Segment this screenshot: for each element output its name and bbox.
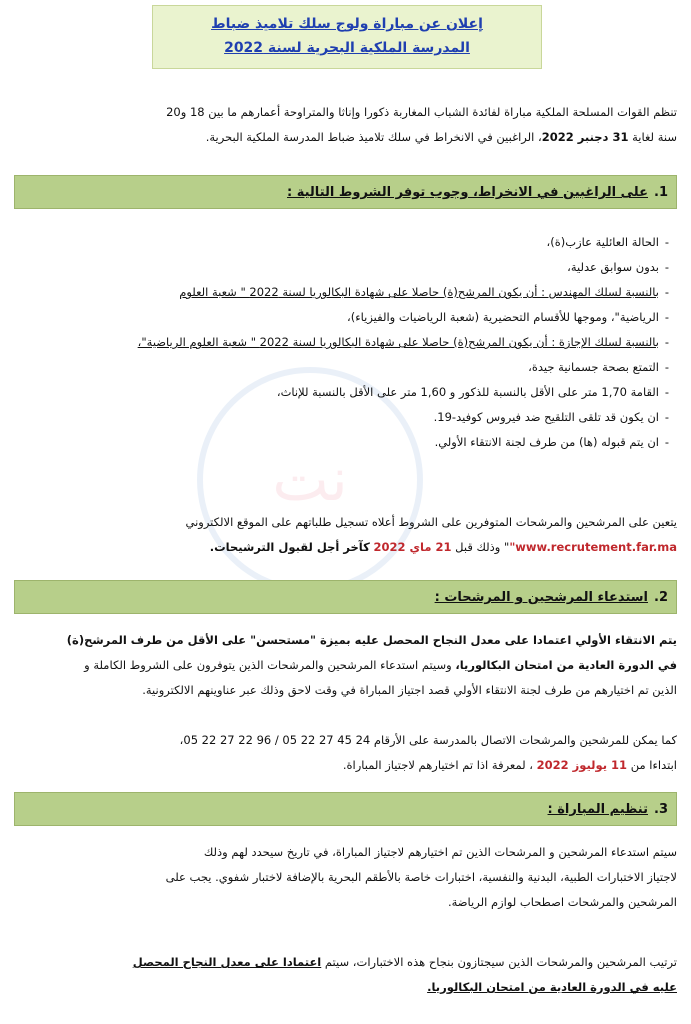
- title-box: [152, 5, 542, 69]
- s3-p1-line-3: المرشحين والمرشحات اصطحاب لوازم الرياضة.: [447, 895, 677, 909]
- title-line-1: إعلان عن مباراة ولوج سلك تلاميذ ضباط: [211, 16, 483, 32]
- section-1-closing: [14, 510, 677, 560]
- intro-deadline-date: 31 دجنبر 2022: [541, 130, 629, 144]
- section-2-number: 2.: [654, 590, 668, 605]
- list-item: - ان يكون قد تلقى التلقيح ضد فيروس كوفيد-19.: [14, 405, 669, 430]
- intro-line-2-post: ، الراغبين في الانخراط في سلك تلاميذ ضباط المدرسة الملكية البحرية.: [205, 130, 542, 144]
- list-item: - القامة 1,70 متر على الأقل بالنسبة للذكور و 1,60 متر على الأقل بالنسبة للإناث،: [14, 380, 669, 405]
- s2-p1-line-2-rest: وسيتم استدعاء المرشحين والمرشحات الذين يتوفرون على الشروط الكاملة و: [84, 658, 456, 672]
- closing-line-1: يتعين على المرشحين والمرشحات المتوفرين على الشروط أعلاه تسجيل طلباتهم على الموقع الالكتروني: [185, 515, 677, 529]
- license-track-line: بالنسبة لسلك الإجازة : أن يكون المرشح(ة) حاصلا على شهادة البكالوريا لسنة 2022 " شعبة العلوم الرياضية"،: [137, 335, 659, 349]
- section-1-heading: [14, 175, 677, 209]
- s3-p2-line-1: [14, 950, 677, 975]
- list-item: [14, 330, 669, 355]
- s2-p1-line-2: [14, 653, 677, 678]
- s3-p1-line-2: لاجتياز الاختبارات الطبية، البدنية والنفسية، اختبارات خاصة بالأطقم البحرية بالإضافة لاختبار شفوي. يجب على: [165, 870, 677, 884]
- intro-line-1: تنظم القوات المسلحة الملكية مباراة لفائدة الشباب المغاربة ذكورا وإناثا والمتراوحة أعمارهم ما بين 18 و20: [166, 105, 677, 119]
- s2-p2-line-2: [14, 753, 677, 778]
- section-2-paragraph-1: [14, 628, 677, 703]
- contact-phone-line: كما يمكن للمرشحين والمرشحات الاتصال بالمدرسة على الأرقام 24 45 27 22 05 / 96 22 27 22 05،: [179, 733, 677, 747]
- s3-p2-bold-2: عليه في الدورة العادية من امتحان البكالوريا.: [427, 980, 677, 994]
- intro-line-2-pre: سنة لغاية: [632, 130, 677, 144]
- section-3-title: تنظيم المباراة :: [547, 802, 648, 817]
- contact-start-date: 11 يوليوز 2022: [536, 758, 628, 772]
- s2-p1-line-3: الذين تم اختيارهم من طرف لجنة الانتقاء الأولي قصد اجتياز المباراة في وقت لاحق وذلك عبر عناوينهم الالكترونية.: [142, 683, 677, 697]
- s2-p1-line-1: يتم الانتقاء الأولي اعتمادا على معدل النجاح المحصل عليه بميزة "مستحسن" على الأقل من طرف المرشح(ة): [66, 633, 677, 647]
- section-2-title: استدعاء المرشحين و المرشحات :: [434, 590, 648, 605]
- list-item: - التمتع بصحة جسمانية جيدة،: [14, 355, 669, 380]
- list-item: - بدون سوابق عدلية،: [14, 255, 669, 280]
- s3-p2-bold-1: اعتمادا على معدل النجاح المحصل: [132, 955, 322, 969]
- s2-p2-pre: ابتداءا من: [630, 758, 677, 772]
- section-3-number: 3.: [654, 802, 668, 817]
- watermark-text: نت: [272, 445, 348, 515]
- engineer-track-line: بالنسبة لسلك المهندس : أن يكون المرشح(ة) حاصلا على شهادة البكالوريا لسنة 2022 " شعبة العلوم: [179, 285, 659, 299]
- section-2-heading: [14, 580, 677, 614]
- intro-paragraph: [14, 100, 677, 150]
- list-item: - الحالة العائلية عازب(ة)،: [14, 230, 669, 255]
- list-item: - ان يتم قبوله (ها) من طرف لجنة الانتقاء الأولي.: [14, 430, 669, 455]
- intro-line-2: [14, 125, 677, 150]
- section-1-title: على الراغبين في الانخراط، وجوب توفر الشروط التالية :: [287, 185, 648, 200]
- section-3-heading: [14, 792, 677, 826]
- closing-line-2: [14, 535, 677, 560]
- list-item: [14, 280, 669, 305]
- conditions-list: [14, 230, 669, 455]
- s3-p2-pre: ترتيب المرشحين والمرشحات الذين سيجتازون بنجاح هذه الاختبارات، سيتم: [324, 955, 677, 969]
- section-3-paragraph-2: [14, 950, 677, 1000]
- list-item: - الرياضية"، وموجها للأقسام التحضيرية (شعبة الرياضيات والفيزياء)،: [14, 305, 669, 330]
- recruitment-website-link[interactable]: "www.recrutement.far.ma: [509, 540, 677, 554]
- s2-p2-post: ، لمعرفة اذا تم اختيارهم لاجتياز المباراة.: [342, 758, 533, 772]
- section-2-paragraph-2: [14, 728, 677, 778]
- s3-p1-line-1: سيتم استدعاء المرشحين و المرشحات الذين تم اختيارهم لاجتياز المباراة، في تاريخ سيحدد لهم وذلك: [203, 845, 677, 859]
- section-3-paragraph-1: [14, 840, 677, 915]
- s2-p1-line-2-bold: في الدورة العادية من امتحان البكالوريا،: [455, 658, 677, 672]
- title-line-2: المدرسة الملكية البحرية لسنة 2022: [224, 40, 470, 56]
- application-deadline-date: 21 ماي 2022: [373, 540, 452, 554]
- closing-end: كآخر أجل لقبول الترشيحات.: [209, 540, 370, 554]
- closing-mid: " وذلك قبل: [455, 540, 510, 554]
- section-1-number: 1.: [654, 185, 668, 200]
